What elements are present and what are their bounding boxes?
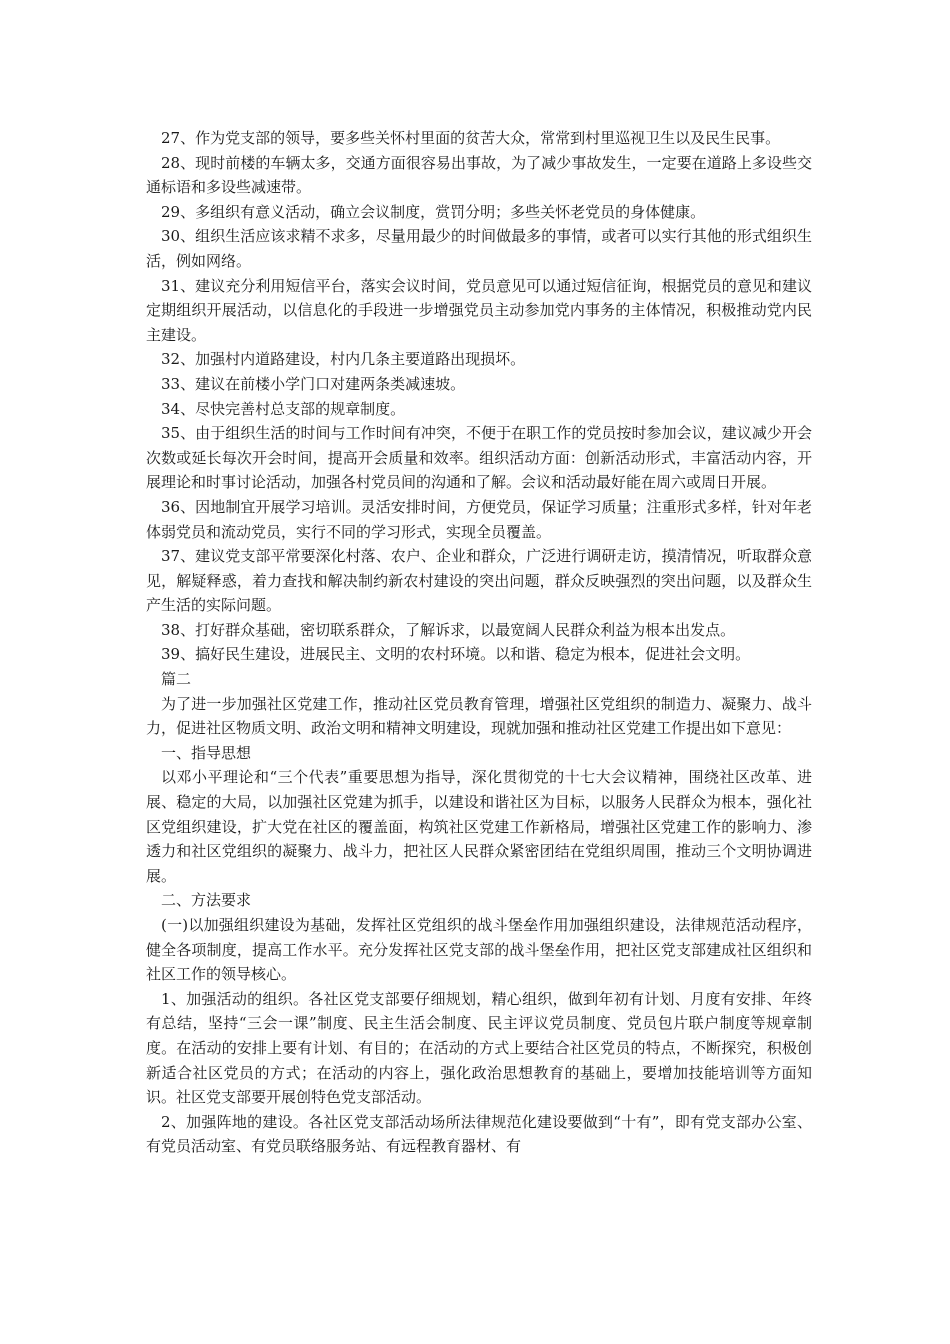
heading-guiding-ideology: 一、指导思想 <box>161 743 252 762</box>
paragraph-37: 37、建议党支部平常要深化村落、农户、企业和群众，广泛进行调研走访，摸清情况，听取群众意见，解疑释惑，着力查找和解决制约新农村建设的突出问题，群众反映强烈的突出问题，以及群众生产生活的实际问题。 <box>146 547 812 615</box>
heading-method-requirements: 二、方法要求 <box>161 891 252 910</box>
paragraph-30: 30、组织生活应该求精不求多，尽量用最少的时间做最多的事情，或者可以实行其他的形式组织生活，例如网络。 <box>146 227 812 270</box>
paragraph-29: 29、多组织有意义活动，确立会议制度，赏罚分明；多些关怀老党员的身体健康。 <box>161 202 706 221</box>
paragraph-33: 33、建议在前楼小学门口对建两条类减速坡。 <box>161 374 466 393</box>
paragraph-28: 28、现时前楼的车辆太多，交通方面很容易出事故，为了减少事故发生，一定要在道路上多设些交通标语和多设些减速带。 <box>146 153 812 197</box>
document-body <box>146 126 812 1159</box>
paragraph-34: 34、尽快完善村总支部的规章制度。 <box>161 399 406 418</box>
method-item-1-paragraph: (一)以加强组织建设为基础，发挥社区党组织的战斗堡垒作用加强组织建设，法律规范活动程序，健全各项制度，提高工作水平。充分发挥社区党支部的战斗堡垒作用，把社区党支部建成社区组织和社区工作的领导核心。 <box>146 916 812 984</box>
paragraph-38: 38、打好群众基础，密切联系群众，了解诉求，以最宽阔人民群众利益为根本出发点。 <box>161 620 736 639</box>
intro-paragraph: 为了进一步加强社区党建工作，推动社区党员教育管理，增强社区党组织的制造力、凝聚力、战斗力，促进社区物质文明、政治文明和精神文明建设，现就加强和推动社区党建工作提出如下意见： <box>146 694 812 738</box>
paragraph-39: 39、搞好民生建设，进展民主、文明的农村环境。以和谐、稳定为根本，促进社会文明。 <box>161 645 751 664</box>
section-heading-part-two: 篇二 <box>161 670 192 689</box>
paragraph-36: 36、因地制宜开展学习培训。灵活安排时间，方便党员，保证学习质量；注重形式多样，针对年老体弱党员和流动党员，实行不同的学习形式，实现全员覆盖。 <box>146 497 812 541</box>
paragraph-32: 32、加强村内道路建设，村内几条主要道路出现损坏。 <box>161 350 526 369</box>
guiding-ideology-paragraph: 以邓小平理论和“三个代表”重要思想为指导，深化贯彻党的十七大会议精神，围绕社区改革、进展、稳定的大局，以加强社区党建为抓手，以建设和谐社区为目标，以服务人民群众为根本，强化社区党组织建设，扩大党在社区的覆盖面，构筑社区党建工作新格局，增强社区党建工作的影响力、渗透力和社区党组织的凝聚力、战斗力，把社区人民群众紧密团结在党组织周围，推动三个文明协调进展。 <box>146 768 812 885</box>
paragraph-27: 27、作为党支部的领导，要多些关怀村里面的贫苦大众，常常到村里巡视卫生以及民生民事。 <box>161 129 781 147</box>
position-construction-paragraph: 2、加强阵地的建设。各社区党支部活动场所法律规范化建设要做到“十有”，即有党支部办公室、有党员活动室、有党员联络服务站、有远程教育器材、有 <box>146 1112 812 1156</box>
activity-organization-paragraph: 1、加强活动的组织。各社区党支部要仔细规划，精心组织，做到年初有计划、月度有安排、年终有总结，坚持“三会一课”制度、民主生活会制度、民主评议党员制度、党员包片联户制度等规章制度。在活动的安排上要有计划、有目的；在活动的方式上要结合社区党员的特点，不断探究，积极创新适合社区党员的方式；在活动的内容上，强化政治思想教育的基础上，要增加技能培训等方面知识。社区党支部要开展创特色党支部活动。 <box>146 989 812 1107</box>
paragraph-35: 35、由于组织生活的时间与工作时间有冲突，不便于在职工作的党员按时参加会议，建议减少开会次数或延长每次开会时间，提高开会质量和效率。组织活动方面：创新活动形式，丰富活动内容，开展理论和时事讨论活动，加强各村党员间的沟通和了解。会议和活动最好能在周六或周日开展。 <box>146 424 812 492</box>
paragraph-31: 31、建议充分利用短信平台，落实会议时间，党员意见可以通过短信征询，根据党员的意见和建议定期组织开展活动，以信息化的手段进一步增强党员主动参加党内事务的主体情况，积极推动党内民主建设。 <box>146 276 812 344</box>
